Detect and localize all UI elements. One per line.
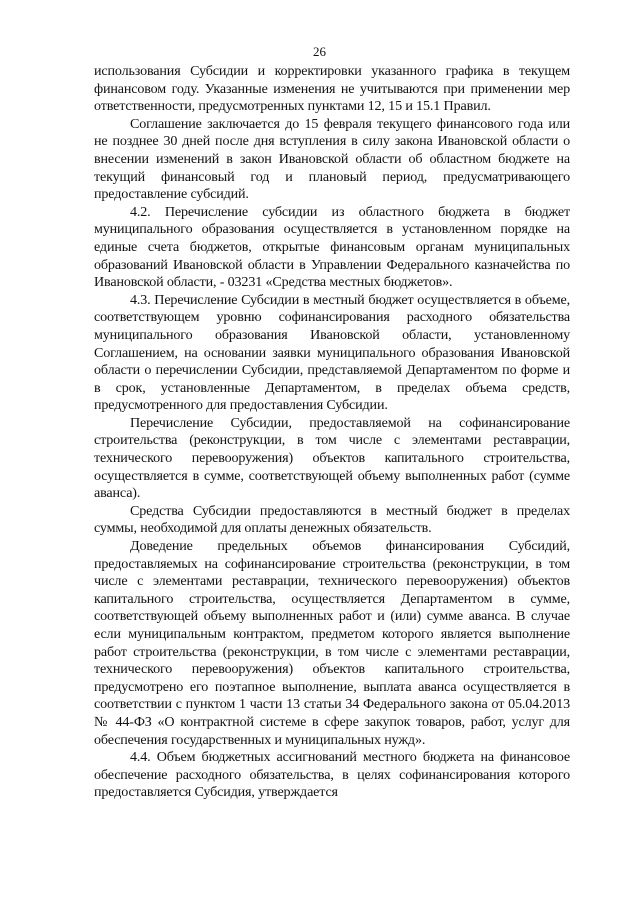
page-number: 26 bbox=[313, 44, 326, 59]
paragraph-4-3: 4.3. Перечисление Субсидии в местный бюджет осуществляется в объеме, соответствующем уровню софинансирования расходного обязательства муниципального образования Ивановской области, установленному Соглашением, на основании заявки муниципального образования Ивановской области о перечислении Субсидии, представляемой Департаментом по форме и в срок, установленные Департаментом, в пределах объема средств, предусмотренного для предоставления Субсидии. bbox=[94, 291, 570, 414]
paragraph-subsidy-limits: Средства Субсидии предоставляются в местный бюджет в пределах суммы, необходимой для оплаты денежных обязательств. bbox=[94, 502, 570, 537]
paragraph-continuation: использования Субсидии и корректировки указанного графика в текущем финансовом году. Указанные изменения не учитываются при применении мер ответственности, предусмотренных пунктами 12, 15 и 15.1 Правил. bbox=[94, 63, 570, 115]
document-body bbox=[94, 63, 570, 802]
paragraph-4-2: 4.2. Перечисление субсидии из областного бюджета в бюджет муниципального образования осуществляется в установленном порядке на единые счета бюджетов, открытые финансовым органам муниципальных образований Ивановской области в Управлении Федерального казначейства по Ивановской области, - 03231 «Средства местных бюджетов». bbox=[94, 203, 570, 291]
paragraph-subsidy-transfer: Перечисление Субсидии, предоставляемой на софинансирование строительства (реконструкции, в том числе с элементами реставрации, технического перевооружения) объектов капитального строительства, осуществляется в сумме, соответствующей объему выполненных работ (сумме аванса). bbox=[94, 414, 570, 502]
paragraph-agreement-deadline: Соглашение заключается до 15 февраля текущего финансового года или не позднее 30 дней после дня вступления в силу закона Ивановской области о внесении изменений в закон Ивановской области об областном бюджете на текущий финансовый год и плановый период, предусматривающего предоставление субсидий. bbox=[94, 115, 570, 203]
paragraph-4-4: 4.4. Объем бюджетных ассигнований местного бюджета на финансовое обеспечение расходного обязательства, в целях софинансирования которого предоставляется Субсидия, утверждается bbox=[94, 749, 570, 801]
paragraph-funding-limits: Доведение предельных объемов финансирования Субсидий, предоставляемых на софинансирование строительства (реконструкции, в том числе с элементами реставрации, технического перевооружения) объектов капитального строительства, осуществляется Департаментом в сумме, соответствующей объему выполненных работ и (или) сумме аванса. В случае если муниципальным контрактом, предметом которого является выполнение работ строительства (реконструкции, в том числе с элементами реставрации, технического перевооружения) объектов капитального строительства, предусмотрено его поэтапное выполнение, выплата аванса осуществляется в соответствии с пунктом 1 части 13 статьи 34 Федерального закона от 05.04.2013 № 44-ФЗ «О контрактной системе в сфере закупок товаров, работ, услуг для обеспечения государственных и муниципальных нужд». bbox=[94, 538, 570, 748]
